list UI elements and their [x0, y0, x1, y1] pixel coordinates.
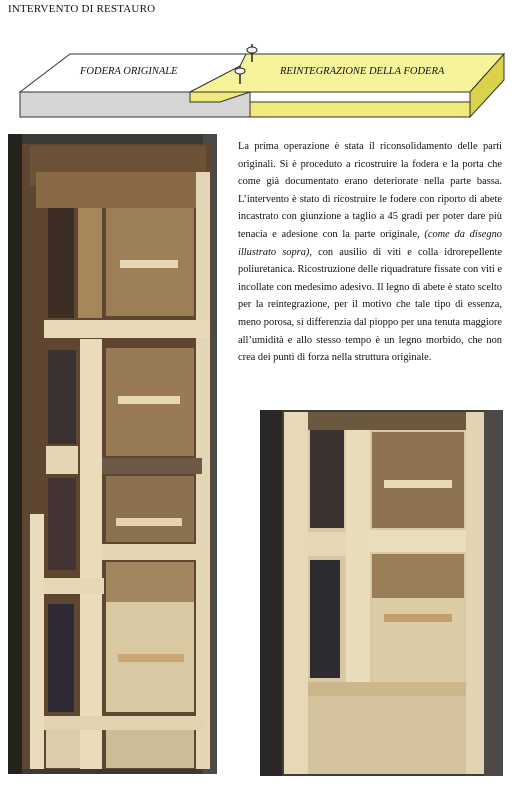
body-paragraph — [238, 138, 502, 367]
original-lining-label: FODERA ORIGINALE — [80, 66, 178, 77]
body-text-italic: (come da disegno illustrato sopra), — [238, 228, 502, 258]
reintegration-label: REINTEGRAZIONE DELLA FODERA — [280, 66, 445, 77]
photo-door-full — [8, 134, 217, 774]
photo-door-detail — [260, 410, 503, 776]
body-text-part-1: La prima operazione è stata il riconsolidamento delle parti originali. Si è proceduto a ricostruire la fodera e la porta che come già documentato erano deteriorate nella parte bassa. L’intervento è stato di ricostruire le fodere con riporto di abete incastrato con giunzione a taglio a 45 gradi per poter dare più tenacia e adesione con la parte originale, — [238, 141, 502, 240]
joint-diagram — [18, 44, 508, 122]
page-title: INTERVENTO DI RESTAURO — [8, 3, 156, 15]
body-text-part-2: con ausilio di viti e colla idrorepellente poliuretanica. Ricostruzione delle riquadrature fissate con viti e incollate con medesimo adesivo. Il legno di abete è stato scelto per la reintegrazione, per il motivo che tale tipo di essenza, meno porosa, si differenzia dal pioppo per una tenuta maggiore all’umidità e allo stesso tempo è un legno morbido, che non crea dei punti di forza nella struttura originale. — [238, 246, 502, 364]
